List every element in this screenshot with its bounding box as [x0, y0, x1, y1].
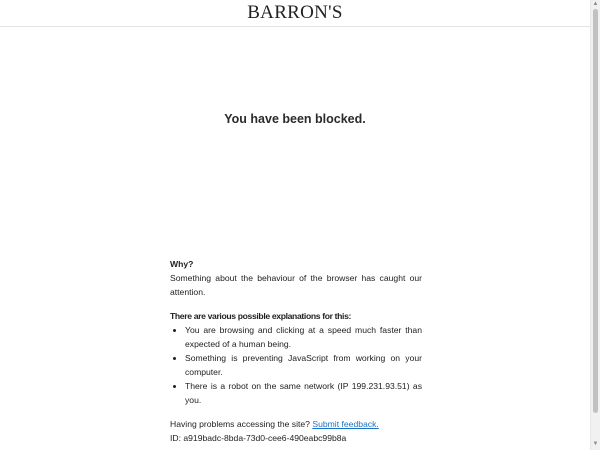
feedback-line: [170, 417, 422, 431]
vertical-scrollbar[interactable]: [590, 0, 600, 450]
barrons-logo[interactable]: BARRON'S: [247, 2, 343, 23]
reason-item: • Something is preventing JavaScript from working on your computer.: [185, 351, 422, 379]
explanations-heading: There are various possible explanations for this:: [170, 311, 352, 321]
reason-item: • There is a robot on the same network (IP 199.231.93.51) as you.: [185, 379, 422, 407]
reasons-list: [170, 323, 422, 407]
reason-item: • You are browsing and clicking at a speed much faster than expected of a human being.: [185, 323, 422, 351]
why-text: Something about the behaviour of the browser has caught our attention.: [170, 273, 422, 297]
site-header: [0, 0, 590, 27]
why-heading: Why?: [170, 259, 194, 269]
scroll-up-icon[interactable]: ▲: [592, 1, 599, 7]
submit-feedback-link[interactable]: Submit feedback.: [312, 419, 379, 429]
page-title: You have been blocked.: [224, 112, 366, 126]
block-details: [170, 257, 422, 445]
block-id: ID: a919badc-8bda-73d0-cee6-490eabc99b8a: [170, 433, 347, 443]
scroll-down-icon[interactable]: ▼: [592, 441, 599, 447]
problems-text: Having problems accessing the site?: [170, 419, 310, 429]
scrollbar-thumb[interactable]: [593, 9, 598, 413]
